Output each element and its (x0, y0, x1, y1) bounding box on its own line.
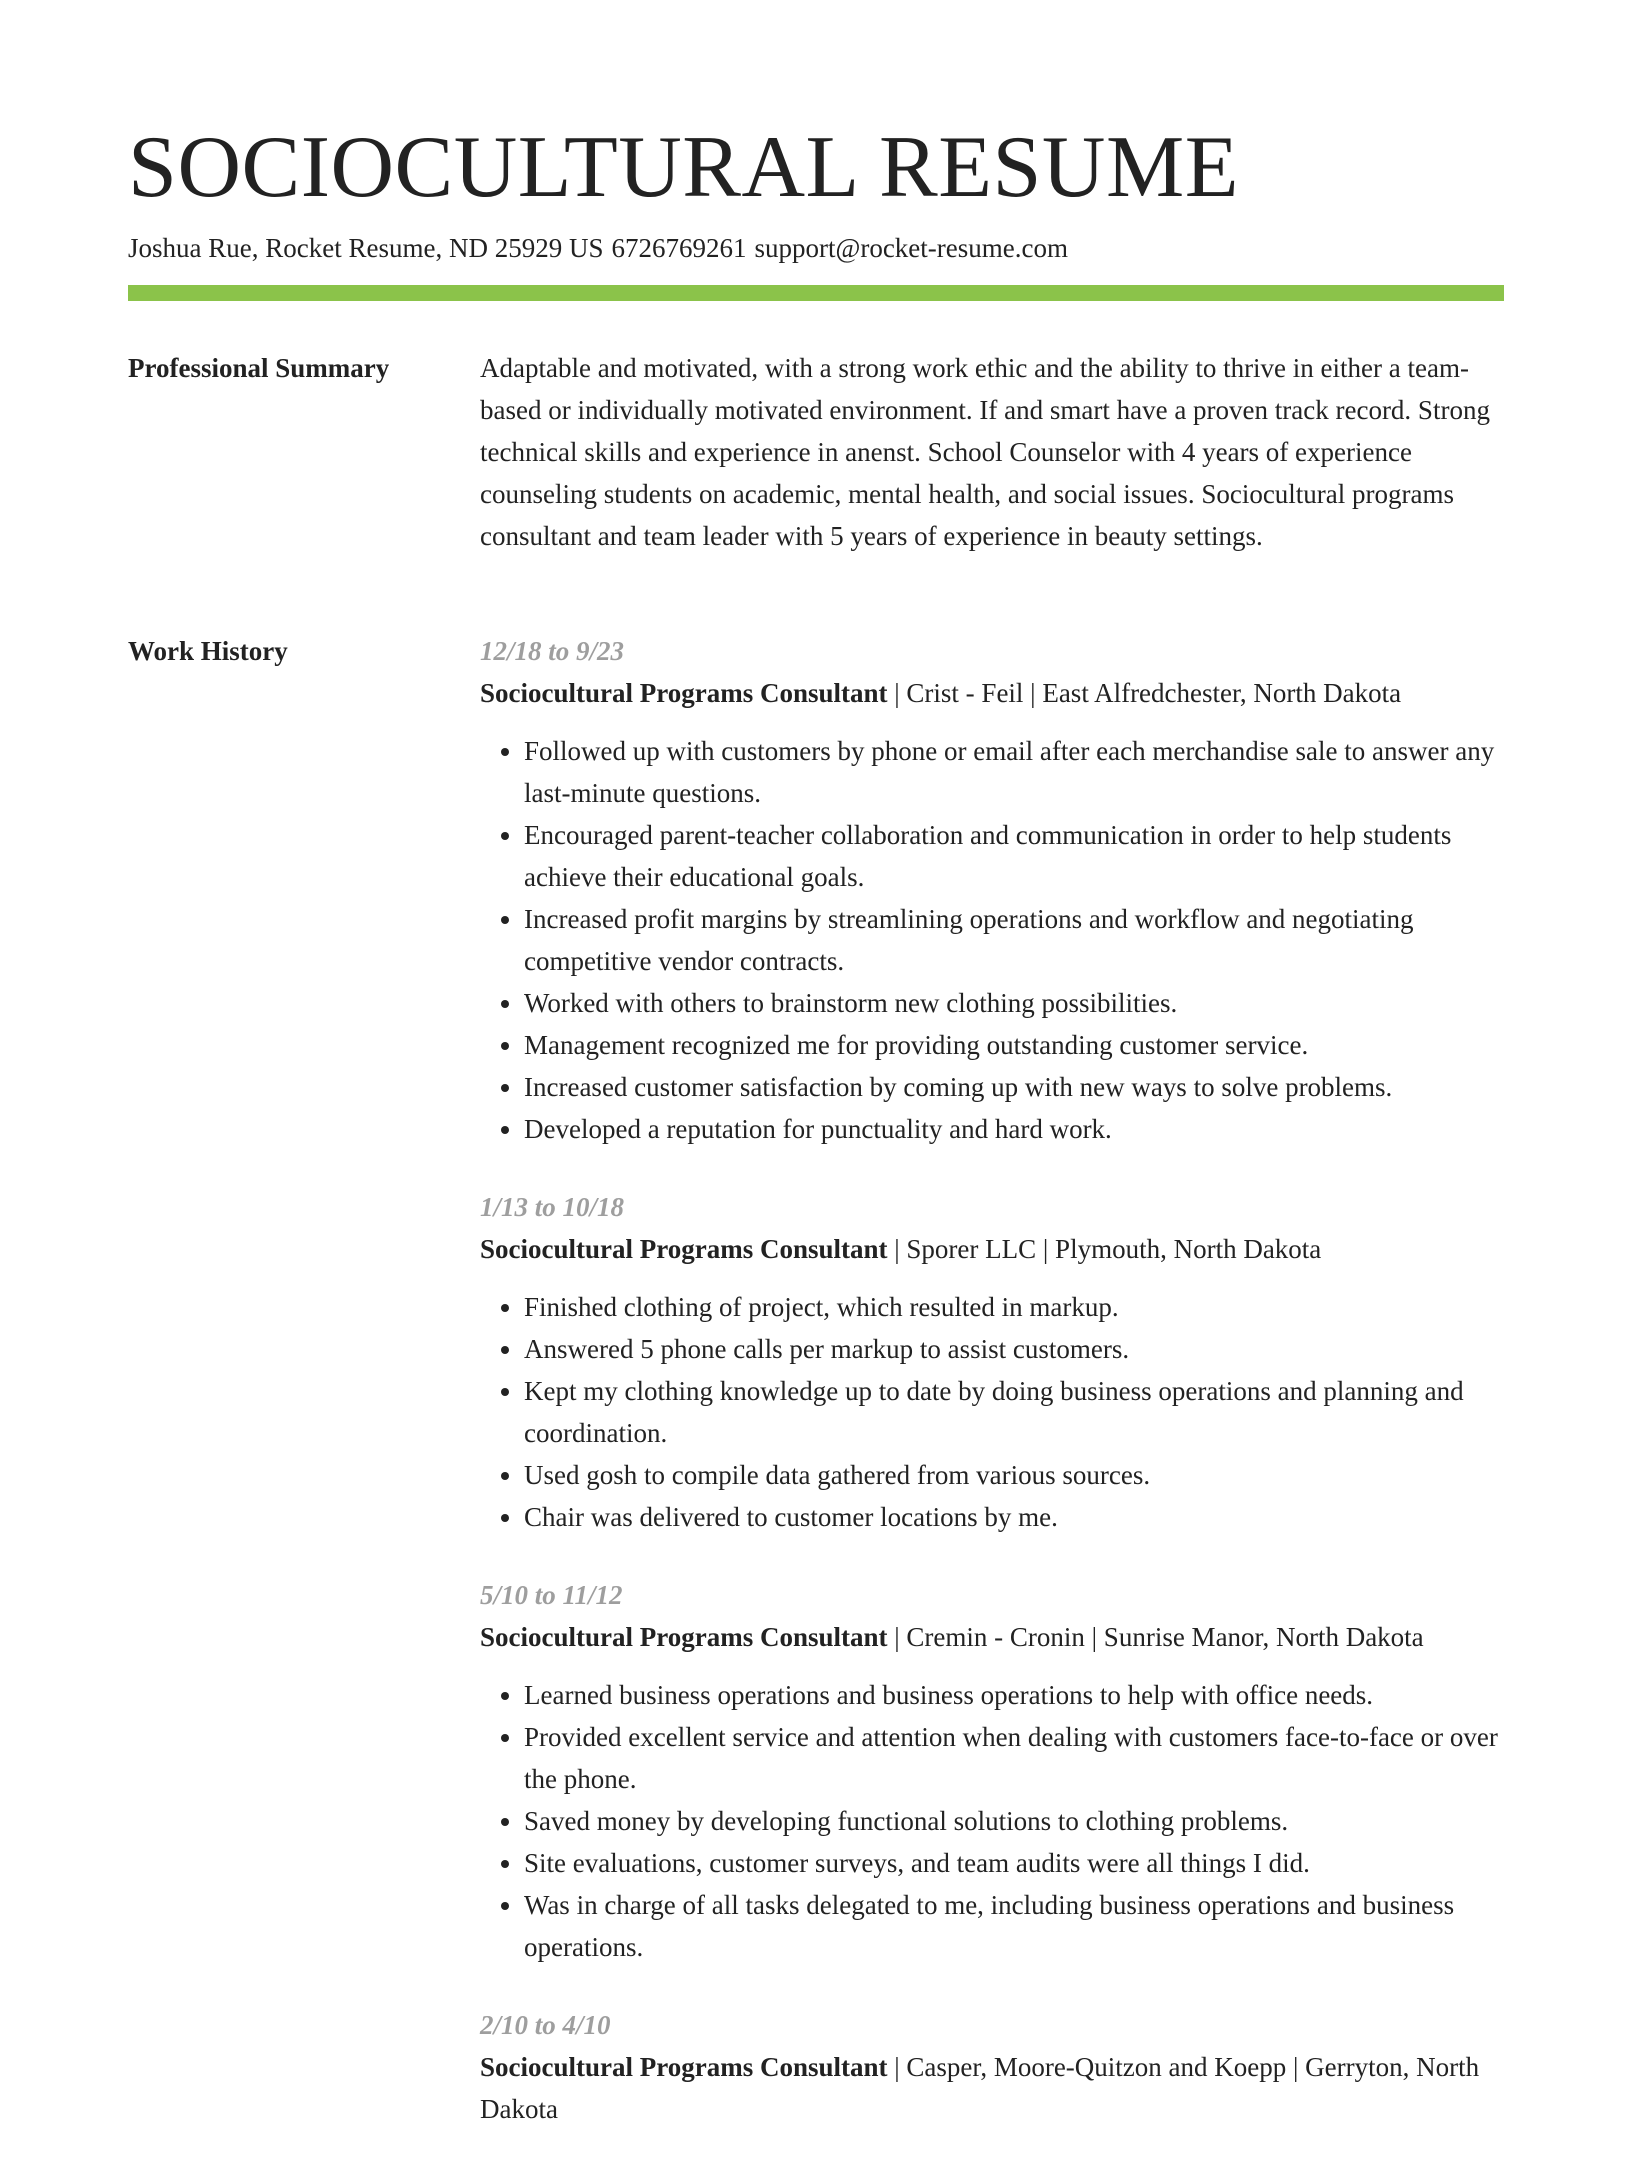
job-bullet: • Finished clothing of project, which resulted in markup. (524, 1286, 1504, 1328)
job-entry (480, 630, 1504, 1150)
job-title: Sociocultural Programs Consultant (480, 678, 888, 708)
job-bullets (480, 1674, 1504, 1968)
job-bullet: • Management recognized me for providing outstanding customer service. (524, 1024, 1504, 1066)
job-bullet: • Provided excellent service and attention when dealing with customers face-to-face or over the phone. (524, 1716, 1504, 1800)
job-employer-location: | Sporer LLC | Plymouth, North Dakota (887, 1234, 1322, 1264)
job-employer-location: | Cremin - Cronin | Sunrise Manor, North Dakota (887, 1622, 1424, 1652)
contact-name-address: Joshua Rue, Rocket Resume, ND 25929 US (128, 233, 604, 263)
section-label-work-history: Work History (128, 636, 288, 666)
contact-email: support@rocket-resume.com (754, 233, 1068, 263)
job-bullet: • Kept my clothing knowledge up to date by doing business operations and planning and coordination. (524, 1370, 1504, 1454)
job-bullet: • Was in charge of all tasks delegated to me, including business operations and business operations. (524, 1884, 1504, 1968)
job-dates: 2/10 to 4/10 (480, 2010, 611, 2040)
job-dates: 12/18 to 9/23 (480, 636, 625, 666)
job-entry (480, 1574, 1504, 1968)
job-heading (480, 1616, 1504, 1658)
work-history-body (480, 630, 1504, 2166)
job-bullet: • Saved money by developing functional solutions to clothing problems. (524, 1800, 1504, 1842)
job-dates: 5/10 to 11/12 (480, 1580, 623, 1610)
job-bullet: • Chair was delivered to customer locations by me. (524, 1496, 1504, 1538)
job-title: Sociocultural Programs Consultant (480, 1234, 888, 1264)
job-bullets (480, 1286, 1504, 1538)
job-employer-location: | Casper, Moore-Quitzon and Koepp | Gerryton, North Dakota (480, 2052, 1480, 2124)
contact-line (128, 231, 1076, 265)
job-dates: 1/13 to 10/18 (480, 1192, 625, 1222)
job-bullet: • Developed a reputation for punctuality and hard work. (524, 1108, 1504, 1150)
section-label-summary: Professional Summary (128, 353, 390, 383)
job-bullet: • Learned business operations and business operations to help with office needs. (524, 1674, 1504, 1716)
job-heading (480, 1228, 1504, 1270)
header-divider (128, 285, 1504, 301)
job-heading (480, 2046, 1504, 2130)
job-bullets (480, 730, 1504, 1150)
job-entry (480, 1186, 1504, 1538)
job-bullet: • Increased profit margins by streamlining operations and workflow and negotiating competitive vendor contracts. (524, 898, 1504, 982)
contact-phone: 6726769261 (611, 233, 747, 263)
resume-title: SOCIOCULTURAL RESUME (128, 119, 1239, 216)
job-bullet: • Followed up with customers by phone or email after each merchandise sale to answer any last-minute questions. (524, 730, 1504, 814)
job-heading (480, 672, 1504, 714)
summary-text: Adaptable and motivated, with a strong work ethic and the ability to thrive in either a team-based or individually motivated environment. If and smart have a proven track record. Strong technical skills and experience in anenst. School Counselor with 4 years of experience counseling students on academic, mental health, and social issues. Sociocultural programs consultant and team leader with 5 years of experience in beauty settings. (480, 353, 1490, 551)
job-bullet: • Encouraged parent-teacher collaboration and communication in order to help students achieve their educational goals. (524, 814, 1504, 898)
summary-body (480, 347, 1504, 557)
job-entry (480, 2004, 1504, 2130)
job-employer-location: | Crist - Feil | East Alfredchester, North Dakota (887, 678, 1402, 708)
job-bullet: • Increased customer satisfaction by coming up with new ways to solve problems. (524, 1066, 1504, 1108)
job-bullet: • Worked with others to brainstorm new clothing possibilities. (524, 982, 1504, 1024)
job-title: Sociocultural Programs Consultant (480, 1622, 888, 1652)
job-bullet: • Used gosh to compile data gathered from various sources. (524, 1454, 1504, 1496)
job-bullet: • Answered 5 phone calls per markup to assist customers. (524, 1328, 1504, 1370)
job-title: Sociocultural Programs Consultant (480, 2052, 888, 2082)
job-bullet: • Site evaluations, customer surveys, and team audits were all things I did. (524, 1842, 1504, 1884)
